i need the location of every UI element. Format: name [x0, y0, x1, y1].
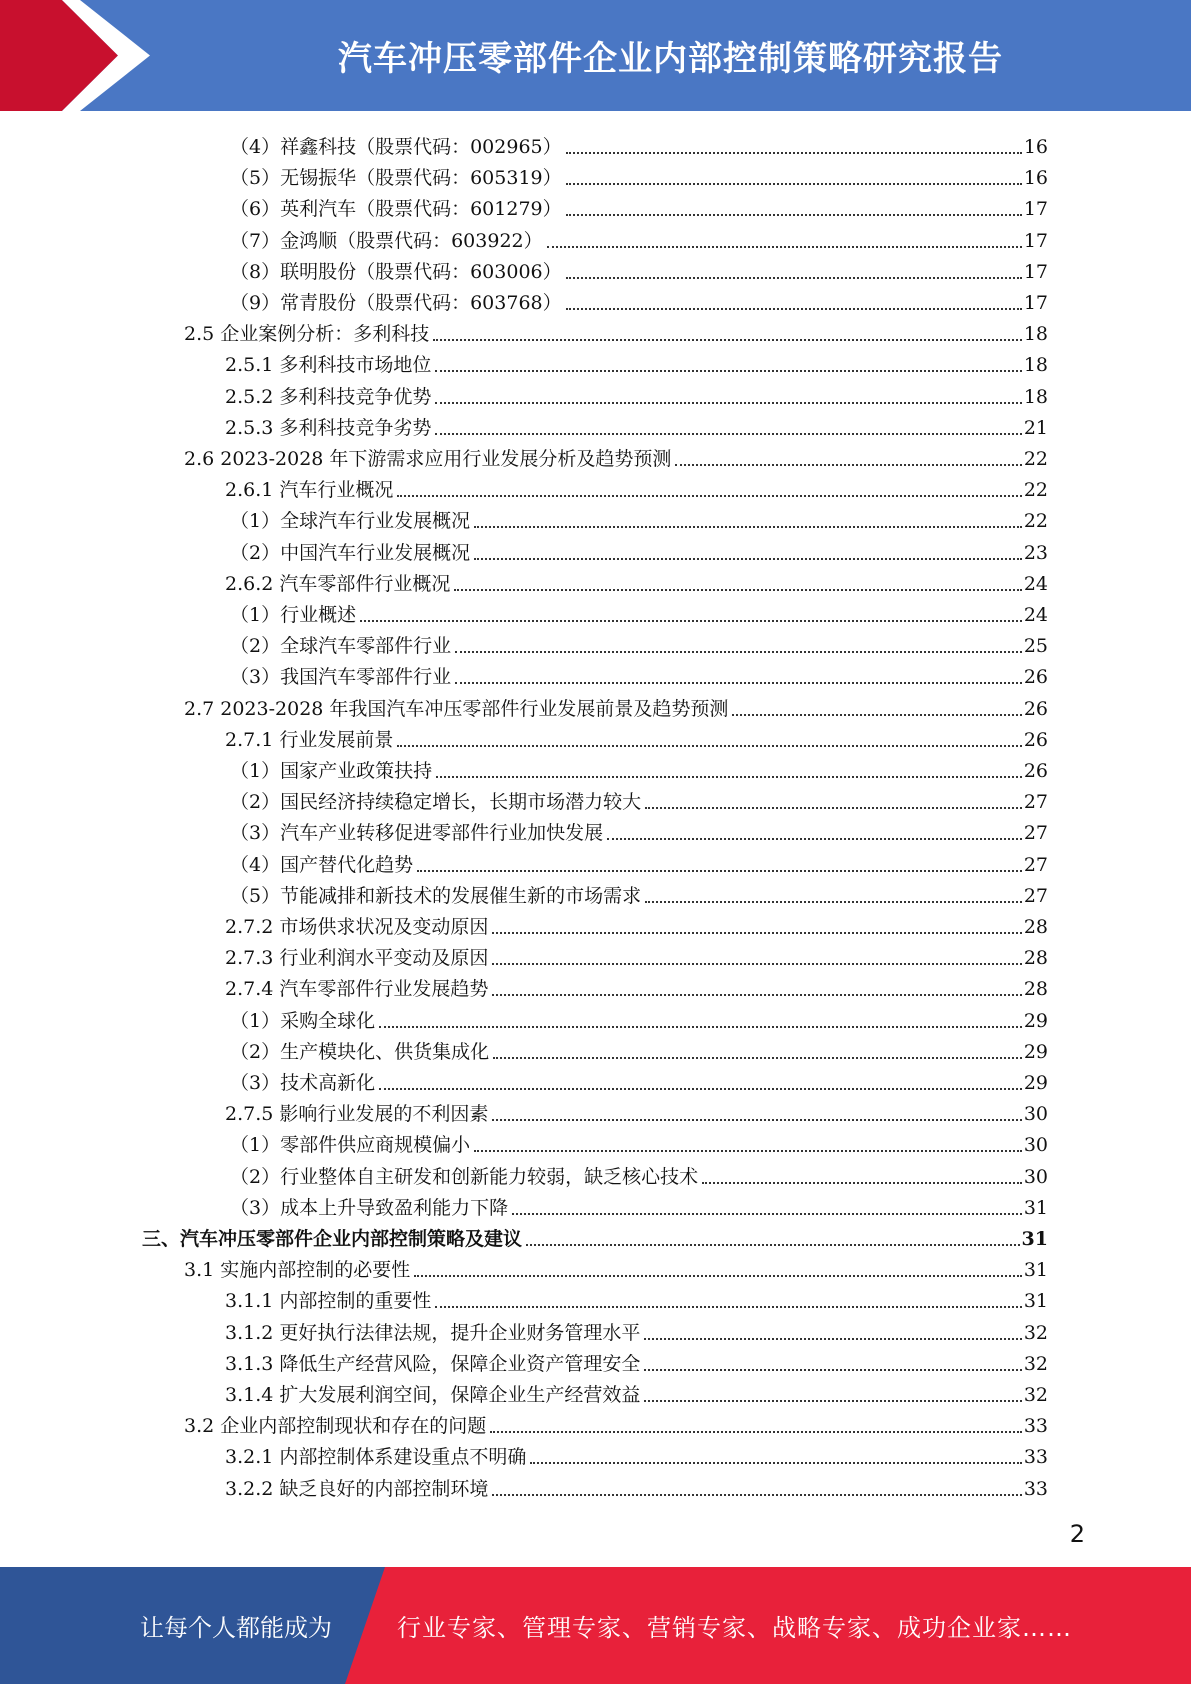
toc-entry-label: （5）无锡振华（股票代码：605319） — [230, 167, 562, 189]
toc-entry[interactable] — [225, 1313, 1048, 1344]
toc-entry-page: 30 — [1023, 1166, 1048, 1188]
toc-entry-page: 27 — [1023, 822, 1048, 844]
toc-entry[interactable] — [230, 252, 1048, 283]
toc-leader-dots — [492, 993, 1021, 996]
toc-leader-dots — [435, 369, 1021, 372]
toc-leader-dots — [490, 1430, 1022, 1433]
toc-entry[interactable] — [225, 564, 1048, 595]
toc-entry-label: （6）英利汽车（股票代码：601279） — [230, 198, 562, 220]
toc-leader-dots — [566, 276, 1022, 279]
toc-entry[interactable] — [225, 720, 1048, 751]
toc-entry-page: 31 — [1023, 1259, 1048, 1281]
toc-entry-label: （2）国民经济持续稳定增长，长期市场潜力较大 — [230, 791, 642, 813]
toc-leader-dots — [530, 1461, 1021, 1464]
toc-entry[interactable] — [184, 314, 1048, 345]
toc-leader-dots — [474, 557, 1022, 560]
toc-entry-label: （2）生产模块化、供货集成化 — [230, 1041, 490, 1063]
toc-entry-page: 33 — [1023, 1478, 1048, 1500]
toc-entry-label: 3.1.4 扩大发展利润空间，保障企业生产经营效益 — [225, 1384, 641, 1406]
toc-leader-dots — [397, 744, 1021, 747]
toc-entry-label: （5）节能减排和新技术的发展催生新的市场需求 — [230, 885, 642, 907]
toc-entry[interactable] — [230, 1188, 1048, 1219]
toc-entry[interactable] — [225, 377, 1048, 408]
toc-leader-dots — [566, 151, 1022, 154]
toc-entry-page: 26 — [1023, 760, 1048, 782]
toc-leader-dots — [379, 1087, 1022, 1090]
toc-entry-page: 23 — [1023, 542, 1048, 564]
page-header — [0, 0, 1191, 111]
toc-entry-label: 2.5.1 多利科技市场地位 — [225, 354, 432, 376]
toc-leader-dots — [360, 619, 1022, 622]
toc-entry[interactable] — [225, 969, 1048, 1000]
toc-entry-label: 3.1.1 内部控制的重要性 — [225, 1290, 432, 1312]
toc-entry-page: 26 — [1023, 666, 1048, 688]
page-number: 2 — [1069, 1520, 1085, 1548]
toc-entry-page: 33 — [1023, 1415, 1048, 1437]
toc-entry[interactable] — [225, 938, 1048, 969]
toc-entry[interactable] — [230, 533, 1048, 564]
toc-entry[interactable] — [230, 1157, 1048, 1188]
toc-entry-page: 22 — [1023, 510, 1048, 532]
toc-leader-dots — [645, 806, 1022, 809]
toc-leader-dots — [645, 900, 1022, 903]
toc-entry-label: 2.6.1 汽车行业概况 — [225, 479, 394, 501]
toc-leader-dots — [644, 1368, 1021, 1371]
toc-entry[interactable] — [230, 1063, 1048, 1094]
toc-entry-page: 33 — [1023, 1446, 1048, 1468]
toc-entry-label: 2.7.3 行业利润水平变动及原因 — [225, 947, 489, 969]
toc-entry-page: 16 — [1023, 136, 1048, 158]
toc-entry-label: （1）全球汽车行业发展概况 — [230, 510, 471, 532]
toc-leader-dots — [702, 1181, 1022, 1184]
chevron-arrow-icon — [0, 0, 160, 111]
toc-entry-label: （3）成本上升导致盈利能力下降 — [230, 1197, 509, 1219]
toc-entry-label: （3）汽车产业转移促进零部件行业加快发展 — [230, 822, 604, 844]
toc-entry[interactable] — [230, 501, 1048, 532]
toc-entry-page: 18 — [1023, 386, 1048, 408]
toc-entry[interactable] — [230, 189, 1048, 220]
toc-leader-dots — [397, 494, 1021, 497]
toc-entry[interactable] — [225, 907, 1048, 938]
toc-entry-page: 27 — [1023, 791, 1048, 813]
toc-leader-dots — [493, 1056, 1022, 1059]
toc-entry-page: 30 — [1023, 1103, 1048, 1125]
toc-entry-page: 22 — [1023, 448, 1048, 470]
toc-entry[interactable] — [225, 470, 1048, 501]
toc-entry-page: 18 — [1023, 354, 1048, 376]
toc-leader-dots — [455, 681, 1022, 684]
toc-entry-page: 17 — [1023, 198, 1048, 220]
toc-leader-dots — [512, 1212, 1022, 1215]
toc-entry-label: （4）祥鑫科技（股票代码：002965） — [230, 136, 562, 158]
toc-entry-label: 3.1.2 更好执行法律法规，提升企业财务管理水平 — [225, 1322, 641, 1344]
toc-leader-dots — [435, 401, 1021, 404]
toc-entry-label: 2.7.2 市场供求状况及变动原因 — [225, 916, 489, 938]
toc-entry[interactable] — [230, 158, 1048, 189]
toc-entry[interactable] — [230, 1001, 1048, 1032]
toc-entry-label: （1）零部件供应商规模偏小 — [230, 1134, 471, 1156]
toc-entry[interactable] — [230, 283, 1048, 314]
toc-entry-label: （4）国产替代化趋势 — [230, 854, 414, 876]
toc-entry-label: 2.7.5 影响行业发展的不利因素 — [225, 1103, 489, 1125]
toc-entry[interactable] — [184, 439, 1048, 470]
toc-entry-page: 17 — [1023, 292, 1048, 314]
toc-entry-page: 25 — [1023, 635, 1048, 657]
toc-entry[interactable] — [230, 782, 1048, 813]
toc-leader-dots — [379, 1025, 1022, 1028]
toc-entry-page: 32 — [1023, 1322, 1048, 1344]
toc-entry-label: （1）采购全球化 — [230, 1010, 376, 1032]
toc-leader-dots — [732, 713, 1021, 716]
toc-entry-label: 2.7.1 行业发展前景 — [225, 729, 394, 751]
toc-entry-page: 24 — [1023, 573, 1048, 595]
toc-leader-dots — [433, 338, 1022, 341]
toc-entry-label: （9）常青股份（股票代码：603768） — [230, 292, 562, 314]
toc-entry[interactable] — [230, 751, 1048, 782]
toc-leader-dots — [492, 931, 1021, 934]
toc-entry[interactable] — [225, 1344, 1048, 1375]
toc-entry[interactable] — [184, 1250, 1048, 1281]
toc-leader-dots — [492, 1118, 1021, 1121]
toc-entry-page: 27 — [1023, 854, 1048, 876]
toc-leader-dots — [492, 962, 1021, 965]
toc-leader-dots — [435, 1305, 1021, 1308]
toc-entry-page: 28 — [1023, 978, 1048, 1000]
toc-entry[interactable] — [230, 813, 1048, 844]
toc-leader-dots — [474, 525, 1022, 528]
toc-leader-dots — [417, 869, 1022, 872]
toc-leader-dots — [414, 1274, 1022, 1277]
toc-leader-dots — [435, 432, 1021, 435]
toc-entry[interactable] — [225, 1094, 1048, 1125]
toc-entry-label: （2）中国汽车行业发展概况 — [230, 542, 471, 564]
toc-leader-dots — [526, 1243, 1020, 1246]
toc-entry[interactable] — [230, 1125, 1048, 1156]
toc-entry-page: 21 — [1023, 417, 1048, 439]
toc-entry[interactable] — [225, 345, 1048, 376]
toc-entry-page: 31 — [1021, 1228, 1048, 1250]
toc-entry[interactable] — [230, 657, 1048, 688]
toc-leader-dots — [474, 1149, 1022, 1152]
toc-entry-label: 2.5.2 多利科技竞争优势 — [225, 386, 432, 408]
toc-entry-label: （1）行业概述 — [230, 604, 357, 626]
report-title: 汽车冲压零部件企业内部控制策略研究报告 — [338, 39, 1003, 79]
toc-entry-label: 3.2.1 内部控制体系建设重点不明确 — [225, 1446, 527, 1468]
page-footer — [0, 1567, 1191, 1684]
toc-entry[interactable] — [225, 1437, 1048, 1468]
toc-entry-label: 3.2.2 缺乏良好的内部控制环境 — [225, 1478, 489, 1500]
toc-entry-label: （3）我国汽车零部件行业 — [230, 666, 452, 688]
toc-entry-page: 27 — [1023, 885, 1048, 907]
toc-entry-label: 2.6.2 汽车零部件行业概况 — [225, 573, 451, 595]
toc-entry[interactable] — [184, 689, 1048, 720]
toc-entry-page: 29 — [1023, 1041, 1048, 1063]
toc-entry-label: （7）金鸿顺（股票代码：603922） — [230, 230, 543, 252]
toc-entry-label: 3.2 企业内部控制现状和存在的问题 — [184, 1415, 487, 1437]
toc-entry-page: 31 — [1023, 1197, 1048, 1219]
toc-leader-dots — [566, 182, 1022, 185]
toc-entry[interactable] — [184, 1406, 1048, 1437]
toc-leader-dots — [455, 650, 1022, 653]
toc-entry[interactable] — [230, 1032, 1048, 1063]
toc-entry-page: 32 — [1023, 1384, 1048, 1406]
toc-entry-page: 22 — [1023, 479, 1048, 501]
toc-entry-page: 31 — [1023, 1290, 1048, 1312]
toc-leader-dots — [566, 307, 1022, 310]
toc-leader-dots — [436, 775, 1022, 778]
toc-leader-dots — [644, 1337, 1021, 1340]
toc-entry[interactable] — [142, 1219, 1048, 1250]
toc-entry-label: （1）国家产业政策扶持 — [230, 760, 433, 782]
toc-entry-page: 30 — [1023, 1134, 1048, 1156]
toc-entry[interactable] — [225, 1469, 1048, 1500]
toc-entry[interactable] — [230, 876, 1048, 907]
toc-entry-page: 17 — [1023, 230, 1048, 252]
toc-entry-page: 17 — [1023, 261, 1048, 283]
toc-entry-page: 28 — [1023, 916, 1048, 938]
toc-entry[interactable] — [230, 127, 1048, 158]
toc-entry-page: 29 — [1023, 1010, 1048, 1032]
toc-entry-label: 2.6 2023-2028 年下游需求应用行业发展分析及趋势预测 — [184, 448, 672, 470]
toc-entry-page: 26 — [1023, 729, 1048, 751]
toc-entry[interactable] — [225, 408, 1048, 439]
toc-entry-label: 2.7 2023-2028 年我国汽车冲压零部件行业发展前景及趋势预测 — [184, 698, 729, 720]
toc-entry-label: （2）全球汽车零部件行业 — [230, 635, 452, 657]
toc-leader-dots — [454, 588, 1021, 591]
toc-entry-label: 2.5.3 多利科技竞争劣势 — [225, 417, 432, 439]
toc-entry-label: 三、汽车冲压零部件企业内部控制策略及建议 — [142, 1228, 523, 1250]
toc-leader-dots — [607, 837, 1022, 840]
toc-entry[interactable] — [230, 845, 1048, 876]
toc-entry-label: （3）技术高新化 — [230, 1072, 376, 1094]
toc-entry-label: 3.1 实施内部控制的必要性 — [184, 1259, 411, 1281]
toc-entry-label: 2.5 企业案例分析：多利科技 — [184, 323, 430, 345]
toc-entry[interactable] — [225, 1281, 1048, 1312]
toc-entry-page: 18 — [1023, 323, 1048, 345]
toc-entry[interactable] — [230, 221, 1048, 252]
toc-entry-label: 3.1.3 降低生产经营风险，保障企业资产管理安全 — [225, 1353, 641, 1375]
toc-entry-page: 28 — [1023, 947, 1048, 969]
toc-leader-dots — [492, 1493, 1021, 1496]
footer-roles: 行业专家、管理专家、营销专家、战略专家、成功企业家…… — [397, 1614, 1072, 1642]
toc-entry[interactable] — [230, 595, 1048, 626]
toc-entry-page: 29 — [1023, 1072, 1048, 1094]
toc-entry[interactable] — [230, 626, 1048, 657]
toc-entry-page: 26 — [1023, 698, 1048, 720]
toc-entry-page: 16 — [1023, 167, 1048, 189]
toc-entry[interactable] — [225, 1375, 1048, 1406]
toc-leader-dots — [644, 1399, 1021, 1402]
toc-leader-dots — [675, 463, 1021, 466]
toc-entry-page: 32 — [1023, 1353, 1048, 1375]
toc-entry-page: 24 — [1023, 604, 1048, 626]
toc-entry-label: （2）行业整体自主研发和创新能力较弱，缺乏核心技术 — [230, 1166, 699, 1188]
footer-slogan: 让每个人都能成为 — [140, 1614, 332, 1642]
toc-entry-label: （8）联明股份（股票代码：603006） — [230, 261, 562, 283]
toc-leader-dots — [547, 245, 1022, 248]
toc-leader-dots — [566, 213, 1022, 216]
toc-entry-label: 2.7.4 汽车零部件行业发展趋势 — [225, 978, 489, 1000]
